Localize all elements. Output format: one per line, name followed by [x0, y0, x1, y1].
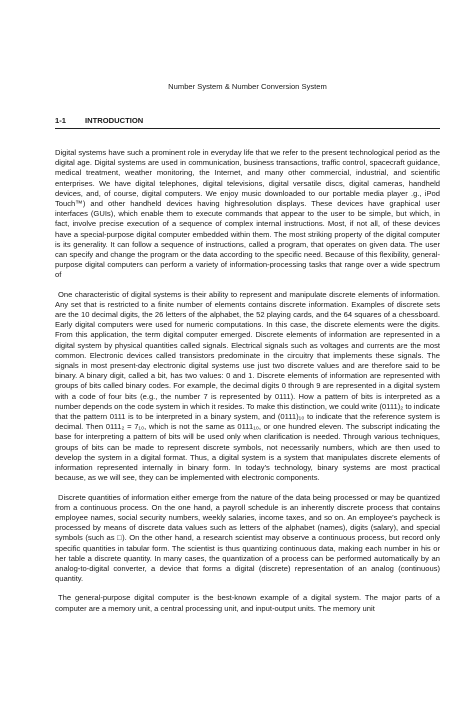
- paragraph-quantization: Discrete quantities of information either emerge from the nature of the data being processed or may be quantized from a continuous process. On the one hand, a payroll schedule is an inherently discrete process that contains employee names, social security numbers, weekly salaries, income taxes, and so on. An employee’s paycheck is processed by means of discrete data values such as letters of the alphabet (names), digits (salary), and special symbols (such as □). On the other hand, a research scientist may observe a continuous process, but record only specific quantities in tabular form. The scientist is thus quantizing continuous data, making each number in his or her table a discrete quantity. In many cases, the quantization of a process can be performed automatically by an analog-to-digital converter, a device that forms a digital (discrete) representation of an analog (continuous) quantity.: [55, 492, 440, 584]
- section-rule: [55, 128, 440, 129]
- running-title: Number System & Number Conversion System: [168, 82, 327, 91]
- section-number: 1-1: [55, 116, 66, 125]
- paragraph-discrete-elements: One characteristic of digital systems is their ability to represent and manipulate discrete elements of information. Any set that is restricted to a finite number of elements contains discrete information. Examples of discrete sets are the 10 decimal digits, the 26 letters of the alphabet, the 52 playing cards, and the 64 squares of a chessboard. Early digital computers were used for numeric computations. In this case, the discrete elements were the digits. From this application, the term digital computer emerged. Discrete elements of information are represented in a digital system by physical quantities called signals. Electrical signals such as voltages and currents are the most common. Electronic devices called transistors predominate in the circuitry that implements these signals. The signals in most present-day electronic digital systems use just two discrete values and are therefore said to be binary. A binary digit, called a bit, has two values: 0 and 1. Discrete elements of information are represented with groups of bits called binary codes. For example, the decimal digits 0 through 9 are represented in a digital system with a code of four bits (e.g., the number 7 is represented by 0111). How a pattern of bits is interpreted as a number depends on the code system in which it resides. To make this distinction, we could write (0111)₂ to indicate that the pattern 0111 is to be interpreted in a binary system, and (0111)₁₀ to indicate that the reference system is decimal. Then 0111₂ = 7₁₀, which is not the same as 0111₁₀, or one hundred eleven. The subscript indicating the base for interpreting a pattern of bits will be used only when clarification is needed. Through various techniques, groups of bits can be made to represent discrete symbols, not necessarily numbers, which are then used to develop the system in a digital format. Thus, a digital system is a system that manipulates discrete elements of information represented internally in binary form. In today’s technology, binary systems are most practical because, as we will see, they can be implemented with electronic components.: [55, 289, 440, 483]
- section-heading: [55, 116, 440, 125]
- paragraph-general-purpose-computer: The general-purpose digital computer is the best-known example of a digital system. The major parts of a computer are a memory unit, a central processing unit, and input-output units. The memory unit: [55, 593, 440, 613]
- section-title: INTRODUCTION: [85, 116, 144, 125]
- paragraph-digital-age: Digital systems have such a prominent role in everyday life that we refer to the present technological period as the digital age. Digital systems are used in communication, business transactions, traffic control, spacecraft guidance, medical treatment, weather monitoring, the Internet, and many other commercial, industrial, and scientific enterprises. We have digital telephones, digital televisions, digital versatile discs, digital cameras, handheld devices, and, of course, digital computers. We enjoy music downloaded to our portable media player .g., iPod Touch™) and other handheld devices having highresolution displays. These devices have graphical user interfaces (GUIs), which enable them to execute commands that appear to the user to be simple, but which, in fact, involve precise execution of a sequence of complex internal instructions. Most, if not all, of these devices have a special-purpose digital computer embedded within them. The most striking property of the digital computer is its generality. It can follow a sequence of instructions, called a program, that operates on given data. The user can specify and change the program or the data according to the specific need. Because of this flexibility, general-purpose digital computers can perform a variety of information-processing tasks that range over a wide spectrum of: [55, 148, 440, 280]
